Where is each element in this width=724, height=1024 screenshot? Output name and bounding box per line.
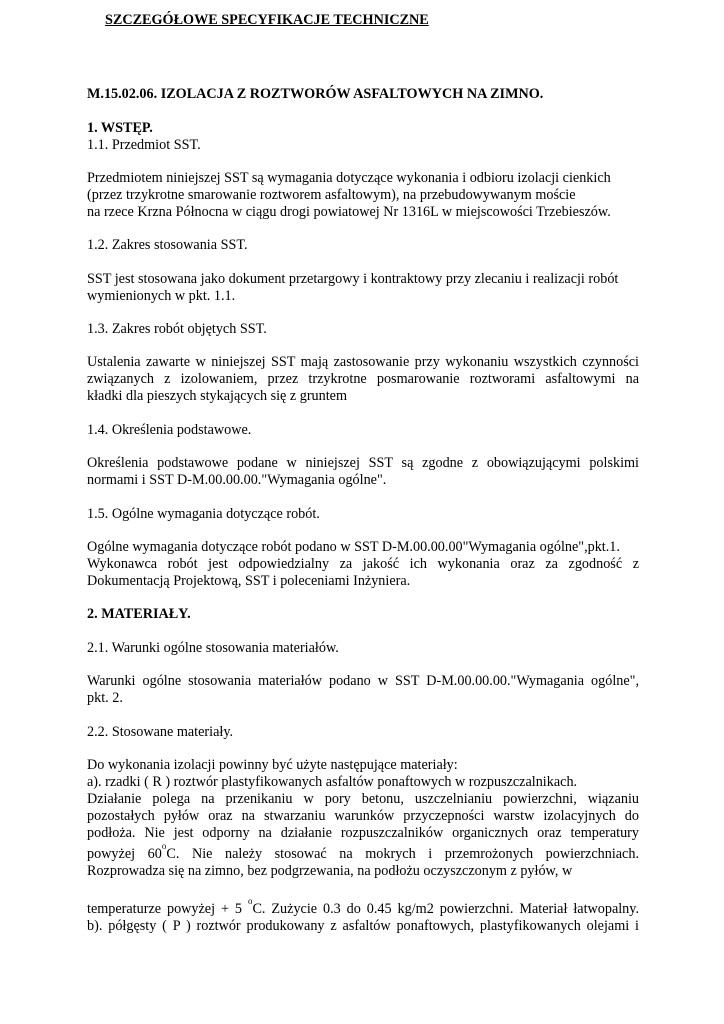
page-title: SZCZEGÓŁOWE SPECYFIKACJE TECHNICZNE	[105, 12, 429, 28]
paragraph-line: Działanie polega na przenikaniu w pory betonu, uszczelnianiu powierzchni, wiązaniu	[87, 791, 639, 807]
paragraph-line: SST jest stosowana jako dokument przetargowy i kontraktowy przy zlecaniu i realizacji robót	[87, 271, 619, 287]
section-1-2-heading: 1.2. Zakres stosowania SST.	[87, 237, 248, 253]
section-1-3-heading: 1.3. Zakres robót objętych SST.	[87, 321, 267, 337]
degree-superscript: o	[247, 896, 253, 906]
paragraph-line: (przez trzykrotne smarowanie roztworem asfaltowym), na przebudowywanym moście	[87, 187, 576, 203]
paragraph-line: Wykonawca robót jest odpowiedzialny za jakość ich wykonania oraz za zgodność z	[87, 556, 639, 572]
section-2-1-heading: 2.1. Warunki ogólne stosowania materiałów.	[87, 640, 339, 656]
text-span: C. Nie należy stosować na mokrych i przemrożonych powierzchniach.	[166, 846, 639, 862]
temperature-line	[87, 841, 639, 864]
paragraph-line: Przedmiotem niniejszej SST są wymagania dotyczące wykonania i odbioru izolacji cienkich	[87, 170, 611, 186]
section-2-heading: 2. MATERIAŁY.	[87, 606, 191, 622]
paragraph-line: a). rzadki ( R ) roztwór plastyfikowanych asfaltów ponaftowych w rozpuszczalnikach.	[87, 774, 578, 790]
section-1-4-heading: 1.4. Określenia podstawowe.	[87, 422, 252, 438]
paragraph-line: Rozprowadza się na zimno, bez podgrzewania, na podłożu oczyszczonym z pyłów, w	[87, 863, 573, 879]
text-span: temperaturze powyżej + 5	[87, 901, 248, 917]
spec-heading: M.15.02.06. IZOLACJA Z ROZTWORÓW ASFALTOWYCH NA ZIMNO.	[87, 86, 544, 102]
text-span: C. Zużycie 0.3 do 0.45 kg/m2 powierzchni. Materiał łatwopalny.	[252, 901, 639, 917]
section-1-1-heading: 1.1. Przedmiot SST.	[87, 137, 201, 153]
paragraph-line: normami i SST D-M.00.00.00."Wymagania ogólne".	[87, 472, 387, 488]
paragraph-line: Dokumentacją Projektową, SST i poleceniami Inżyniera.	[87, 573, 411, 589]
paragraph-line: Warunki ogólne stosowania materiałów podano w SST D-M.00.00.00."Wymagania ogólne",	[87, 673, 639, 689]
section-1-5-heading: 1.5. Ogólne wymagania dotyczące robót.	[87, 506, 320, 522]
paragraph-line: wymienionych w pkt. 1.1.	[87, 288, 236, 304]
paragraph-line: Do wykonania izolacji powinny być użyte następujące materiały:	[87, 757, 458, 773]
paragraph-line: pozostałych pyłów oraz na stwarzaniu warunków przyczepności warstw izolacyjnych do	[87, 808, 639, 824]
paragraph-line: pkt. 2.	[87, 690, 123, 706]
paragraph-line: związanych z izolowaniem, przez trzykrotne posmarowanie roztworami asfaltowymi na	[87, 371, 639, 387]
section-2-2-heading: 2.2. Stosowane materiały.	[87, 724, 234, 740]
paragraph-line: b). półgęsty ( P ) roztwór produkowany z asfaltów ponaftowych, plastyfikowanych olejami i	[87, 918, 639, 934]
section-1-heading: 1. WSTĘP.	[87, 120, 153, 136]
paragraph-line: na rzece Krzna Północna w ciągu drogi powiatowej Nr 1316L w miejscowości Trzebieszów.	[87, 204, 611, 220]
paragraph-line: Określenia podstawowe podane w niniejszej SST są zgodne z obowiązującymi polskimi	[87, 455, 639, 471]
degree-superscript: o	[161, 841, 167, 851]
paragraph-line: kładki dla pieszych stykających się z gruntem	[87, 388, 348, 404]
temperature-line	[87, 896, 639, 919]
paragraph-line: podłoża. Nie jest odporny na działanie rozpuszczalników organicznych oraz temperatury	[87, 825, 639, 841]
paragraph-line: Ustalenia zawarte w niniejszej SST mają zastosowanie przy wykonaniu wszystkich czynności	[87, 354, 639, 370]
paragraph-line: Ogólne wymagania dotyczące robót podano w SST D-M.00.00.00"Wymagania ogólne",pkt.1.	[87, 539, 620, 555]
text-span: powyżej 60	[87, 846, 162, 862]
